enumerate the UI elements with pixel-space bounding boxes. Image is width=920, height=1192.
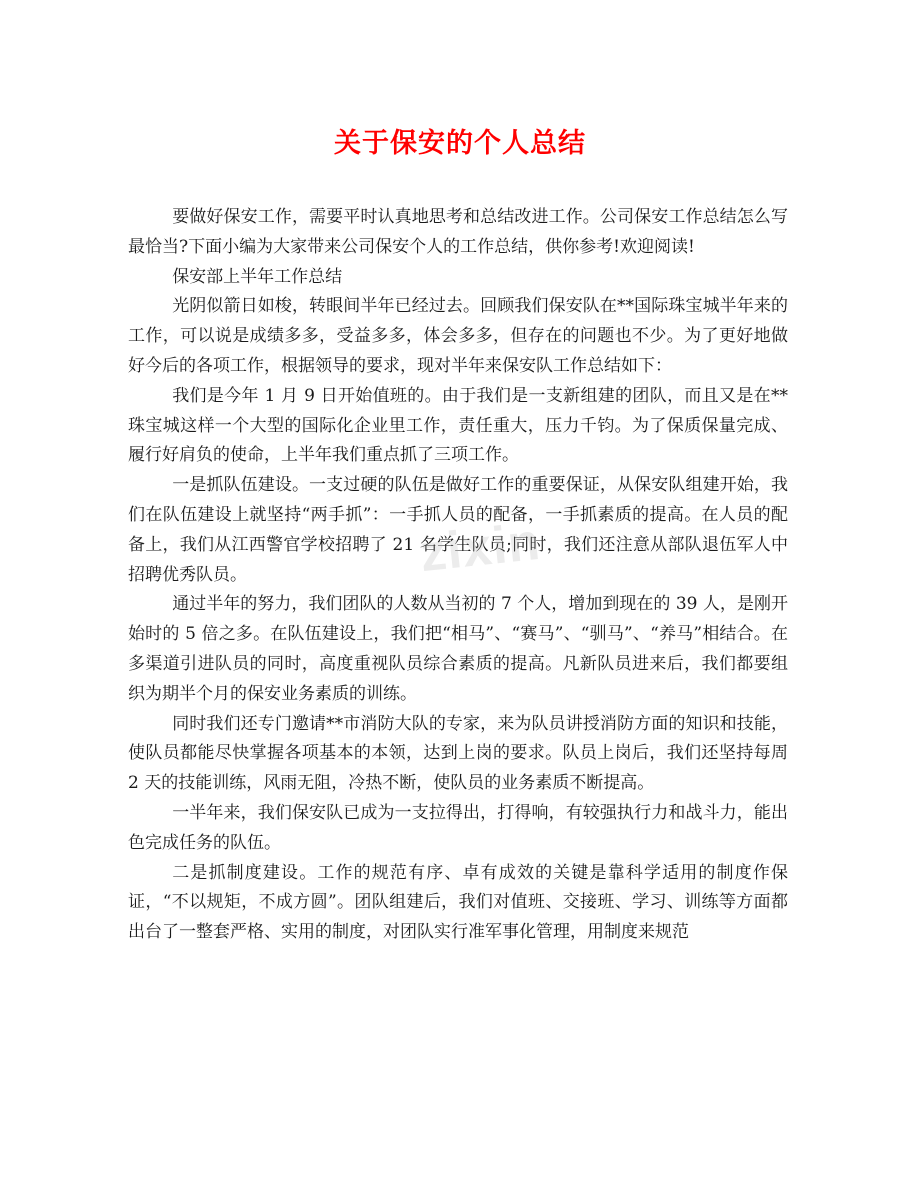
paragraph: 通过半年的努力，我们团队的人数从当初的 7 个人，增加到现在的 39 人，是刚开始时的 5 倍之多。在队伍建设上，我们把“相马”、“赛马”、“驯马”、“养马”相结合。在多渠道引进队员的同时，高度重视队员综合素质的提高。凡新队员进来后，我们都要组织为期半个月的保安业务素质的训练。 xyxy=(128,594,788,704)
paragraph: 一是抓队伍建设。一支过硬的队伍是做好工作的重要保证，从保安队组建开始，我们在队伍建设上就坚持“两手抓”：一手抓人员的配备，一手抓素质的提高。在人员的配备上，我们从江西警官学校招聘了 21 名学生队员;同时，我们还注意从部队退伍军人中招聘优秀队员。 xyxy=(128,475,788,585)
paragraph: 光阴似箭日如梭，转眼间半年已经过去。回顾我们保安队在**国际珠宝城半年来的工作，可以说是成绩多多，受益多多，体会多多，但存在的问题也不少。为了更好地做好今后的各项工作，根据领导的要求，现对半年来保安队工作总结如下： xyxy=(128,296,788,376)
section-heading: 保安部上半年工作总结 xyxy=(172,266,343,287)
document-title: 关于保安的个人总结 xyxy=(334,128,586,159)
paragraph: 一半年来，我们保安队已成为一支拉得出，打得响，有较强执行力和战斗力，能出色完成任务的队伍。 xyxy=(128,802,788,853)
paragraph: 二是抓制度建设。工作的规范有序、卓有成效的关键是靠科学适用的制度作保证，“不以规矩，不成方圆”。团队组建后，我们对值班、交接班、学习、训练等方面都出台了一整套严格、实用的制度，对团队实行准军事化管理，用制度来规范 xyxy=(128,862,788,943)
paragraph: 同时我们还专门邀请**市消防大队的专家，来为队员讲授消防方面的知识和技能，使队员都能尽快掌握各项基本的本领，达到上岗的要求。队员上岗后，我们还坚持每周 2 天的技能训练，风雨无阻，冷热不断，使队员的业务素质不断提高。 xyxy=(128,713,788,794)
document-body xyxy=(128,203,788,948)
watermark: zixin xyxy=(417,512,544,584)
paragraph: 我们是今年 1 月 9 日开始值班的。由于我们是一支新组建的团队，而且又是在**珠宝城这样一个大型的国际化企业里工作，责任重大，压力千钧。为了保质保量完成、履行好肩负的使命，上半年我们重点抓了三项工作。 xyxy=(128,385,788,466)
paragraph-intro: 要做好保安工作，需要平时认真地思考和总结改进工作。公司保安工作总结怎么写最恰当?下面小编为大家带来公司保安个人的工作总结，供你参考!欢迎阅读! xyxy=(128,207,788,257)
